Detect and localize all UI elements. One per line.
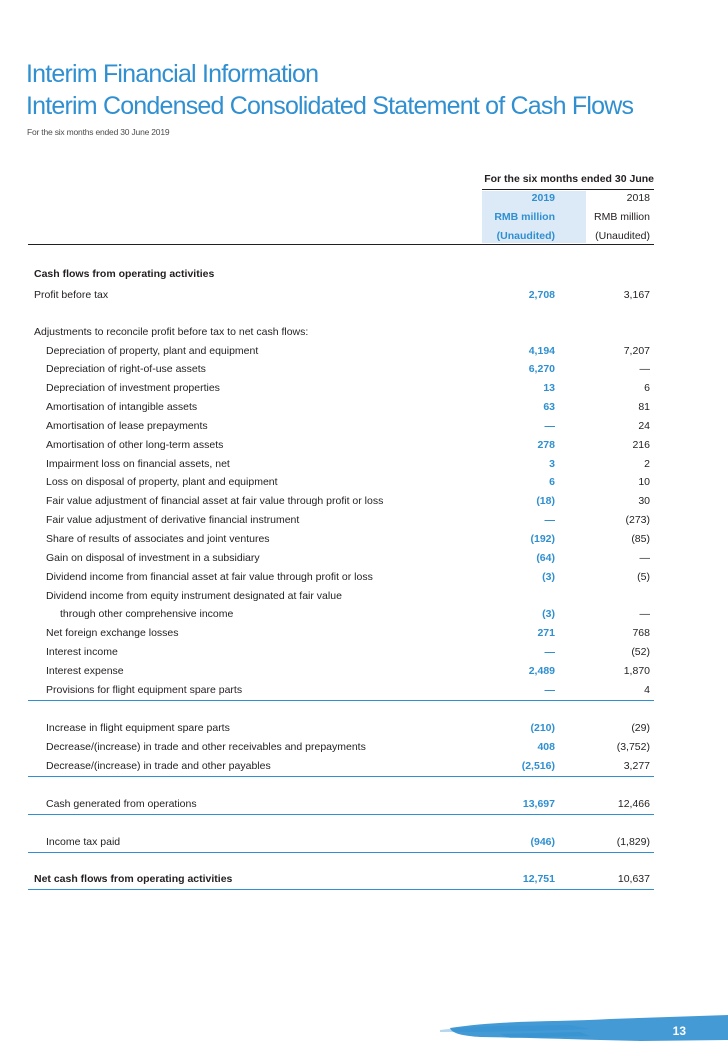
table-row bbox=[28, 512, 654, 528]
value-2018: (52) bbox=[631, 646, 650, 658]
value-2018: 81 bbox=[638, 401, 650, 413]
table-row bbox=[28, 796, 654, 812]
table-row bbox=[28, 569, 654, 585]
value-2019: 6,270 bbox=[528, 363, 555, 375]
value-2018: — bbox=[639, 363, 650, 375]
row-label: Impairment loss on financial assets, net bbox=[46, 458, 230, 470]
value-2019: 13,697 bbox=[522, 798, 555, 810]
column-2019-unit: RMB million bbox=[494, 211, 555, 223]
value-2018: (85) bbox=[631, 533, 650, 545]
value-2018: 2 bbox=[644, 458, 650, 470]
table-row bbox=[28, 531, 654, 547]
value-2018: — bbox=[639, 608, 650, 620]
table-row bbox=[28, 625, 654, 641]
value-2018: (1,829) bbox=[616, 836, 650, 848]
table-row bbox=[28, 834, 654, 850]
row-label: Depreciation of right-of-use assets bbox=[46, 363, 206, 375]
value-2018: 6 bbox=[644, 382, 650, 394]
value-2019: (64) bbox=[536, 552, 555, 564]
row-label: Gain on disposal of investment in a subsidiary bbox=[46, 552, 260, 564]
column-2018-year: 2018 bbox=[626, 192, 650, 204]
row-label: Dividend income from financial asset at fair value through profit or loss bbox=[46, 571, 373, 583]
value-2019: — bbox=[544, 646, 555, 658]
page-title: Interim Financial Information bbox=[26, 60, 319, 88]
value-2019: 278 bbox=[537, 439, 555, 451]
value-2019: 13 bbox=[543, 382, 555, 394]
value-2018: (29) bbox=[631, 722, 650, 734]
row-label: through other comprehensive income bbox=[60, 608, 234, 620]
table-row bbox=[28, 644, 654, 660]
table-row bbox=[28, 324, 654, 340]
row-label: Fair value adjustment of derivative financial instrument bbox=[46, 514, 300, 526]
period-heading: For the six months ended 30 June bbox=[484, 173, 654, 185]
table-row bbox=[28, 437, 654, 453]
row-label: Provisions for flight equipment spare parts bbox=[46, 684, 243, 696]
subtotal-rule bbox=[28, 852, 654, 853]
subtotal-rule bbox=[28, 814, 654, 815]
row-label: Cash flows from operating activities bbox=[34, 268, 215, 280]
value-2019: 271 bbox=[537, 627, 555, 639]
value-2018: 3,277 bbox=[623, 760, 650, 772]
row-label: Fair value adjustment of financial asset at fair value through profit or loss bbox=[46, 495, 384, 507]
row-label: Net foreign exchange losses bbox=[46, 627, 179, 639]
value-2018: 3,167 bbox=[623, 289, 650, 301]
value-2019: 408 bbox=[537, 741, 555, 753]
row-label: Depreciation of investment properties bbox=[46, 382, 220, 394]
value-2019: 12,751 bbox=[522, 873, 555, 885]
page-number: 13 bbox=[672, 1024, 686, 1038]
statement-period-subtitle: For the six months ended 30 June 2019 bbox=[27, 127, 170, 137]
table-row bbox=[28, 550, 654, 566]
value-2019: (192) bbox=[530, 533, 555, 545]
row-label: Amortisation of other long-term assets bbox=[46, 439, 224, 451]
row-label: Net cash flows from operating activities bbox=[34, 873, 233, 885]
table-row bbox=[28, 588, 654, 604]
value-2018: (5) bbox=[637, 571, 650, 583]
row-label: Amortisation of intangible assets bbox=[46, 401, 198, 413]
table-row bbox=[28, 682, 654, 698]
row-label: Decrease/(increase) in trade and other payables bbox=[46, 760, 271, 772]
row-label: Interest expense bbox=[46, 665, 124, 677]
value-2018: 24 bbox=[638, 420, 650, 432]
value-2019: (210) bbox=[530, 722, 555, 734]
value-2018: 216 bbox=[632, 439, 650, 451]
statement-title: Interim Condensed Consolidated Statement of Cash Flows bbox=[26, 92, 634, 120]
value-2019: (946) bbox=[530, 836, 555, 848]
table-row bbox=[28, 361, 654, 377]
value-2018: 4 bbox=[644, 684, 650, 696]
value-2019: (2,516) bbox=[521, 760, 555, 772]
value-2019: — bbox=[544, 420, 555, 432]
header-rule bbox=[28, 244, 654, 245]
value-2019: 2,489 bbox=[528, 665, 555, 677]
value-2018: 12,466 bbox=[617, 798, 650, 810]
table-row bbox=[28, 739, 654, 755]
value-2019: (18) bbox=[536, 495, 555, 507]
table-row bbox=[28, 343, 654, 359]
value-2018: 30 bbox=[638, 495, 650, 507]
value-2018: 10,637 bbox=[617, 873, 650, 885]
table-row bbox=[28, 418, 654, 434]
value-2019: 3 bbox=[549, 458, 555, 470]
table-row bbox=[28, 606, 654, 622]
table-row bbox=[28, 871, 654, 887]
value-2018: 1,870 bbox=[623, 665, 650, 677]
subtotal-rule bbox=[28, 700, 654, 701]
table-row bbox=[28, 380, 654, 396]
row-label: Depreciation of property, plant and equipment bbox=[46, 345, 259, 357]
column-2019-year: 2019 bbox=[531, 192, 555, 204]
subtotal-rule bbox=[28, 776, 654, 777]
cash-flow-statement bbox=[28, 0, 654, 1056]
table-row bbox=[28, 399, 654, 415]
value-2019: 2,708 bbox=[528, 289, 555, 301]
value-2018: (273) bbox=[625, 514, 650, 526]
value-2019: (3) bbox=[542, 608, 555, 620]
value-2018: (3,752) bbox=[616, 741, 650, 753]
row-label: Cash generated from operations bbox=[46, 798, 197, 810]
value-2019: — bbox=[544, 684, 555, 696]
table-row bbox=[28, 663, 654, 679]
value-2018: 10 bbox=[638, 476, 650, 488]
value-2018: 7,207 bbox=[623, 345, 650, 357]
total-rule bbox=[28, 889, 654, 890]
value-2019: 6 bbox=[549, 476, 555, 488]
row-label: Income tax paid bbox=[46, 836, 121, 848]
row-label: Dividend income from equity instrument designated at fair value bbox=[46, 590, 342, 602]
value-2018: — bbox=[639, 552, 650, 564]
table-row bbox=[28, 758, 654, 774]
value-2019: 63 bbox=[543, 401, 555, 413]
table-row bbox=[28, 456, 654, 472]
row-label: Amortisation of lease prepayments bbox=[46, 420, 208, 432]
value-2019: (3) bbox=[542, 571, 555, 583]
column-2019-note: (Unaudited) bbox=[496, 230, 555, 242]
value-2019: — bbox=[544, 514, 555, 526]
row-label: Decrease/(increase) in trade and other receivables and prepayments bbox=[46, 741, 366, 753]
row-label: Increase in flight equipment spare parts bbox=[46, 722, 230, 734]
row-label: Share of results of associates and joint ventures bbox=[46, 533, 270, 545]
row-label: Profit before tax bbox=[34, 289, 109, 301]
value-2019: 4,194 bbox=[528, 345, 555, 357]
table-row bbox=[28, 720, 654, 736]
row-label: Adjustments to reconcile profit before tax to net cash flows: bbox=[34, 326, 309, 338]
table-row bbox=[28, 287, 654, 303]
table-row bbox=[28, 493, 654, 509]
column-2018-unit: RMB million bbox=[593, 211, 650, 223]
value-2018: 768 bbox=[632, 627, 650, 639]
column-2018-note: (Unaudited) bbox=[595, 230, 650, 242]
table-row bbox=[28, 266, 654, 282]
row-label: Loss on disposal of property, plant and equipment bbox=[46, 476, 278, 488]
table-row bbox=[28, 474, 654, 490]
period-heading-rule bbox=[482, 189, 654, 190]
row-label: Interest income bbox=[46, 646, 118, 658]
